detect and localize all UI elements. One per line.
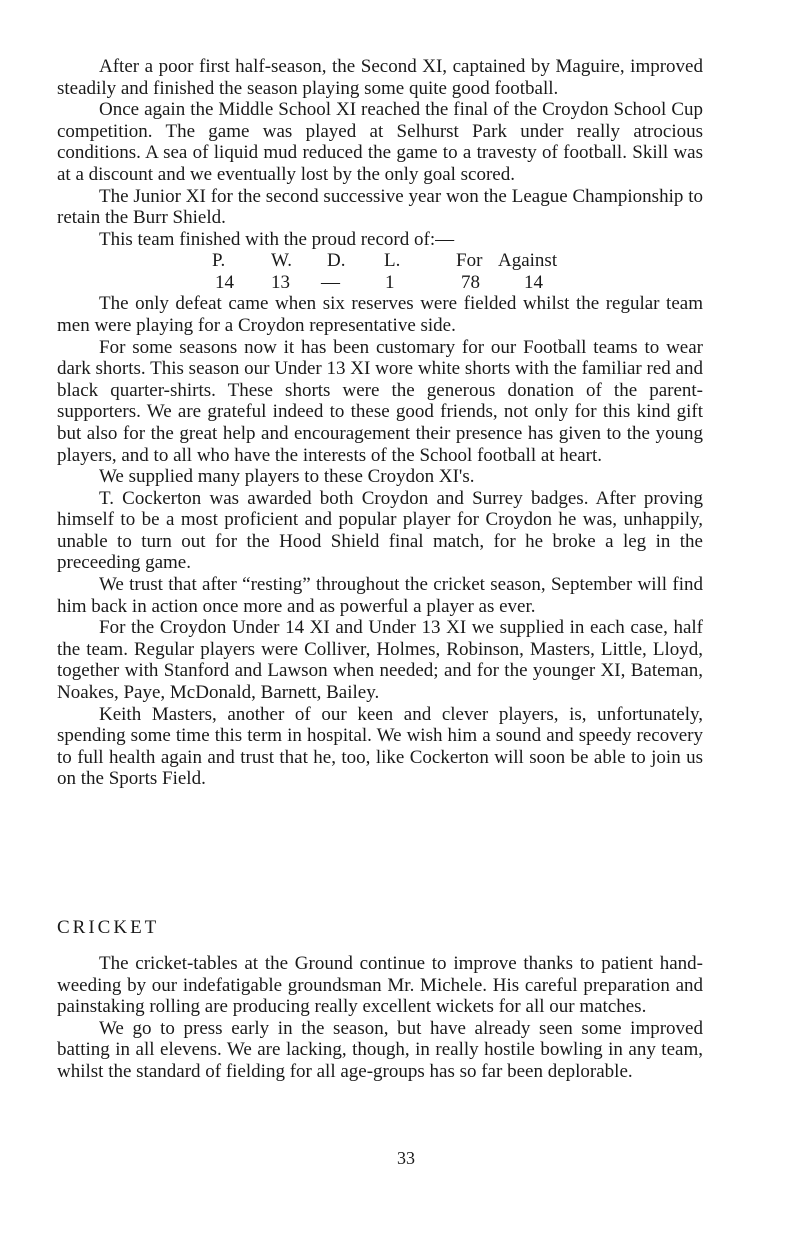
paragraph: The Junior XI for the second successive year won the League Championship to retain the Burr Shield.	[57, 185, 703, 229]
table-header: W.	[271, 250, 292, 272]
table-header: P.	[212, 250, 226, 272]
cricket-section	[57, 953, 703, 1083]
record-table	[57, 250, 703, 293]
table-cell: 14	[215, 271, 234, 293]
paragraph: Keith Masters, another of our keen and clever players, is, unfortunately, spending some time this term in hospital. We wish him a sound and speedy recovery to full health again and trust that he, too, like Cockerton will soon be able to join us on the Sports Field.	[57, 703, 703, 790]
paragraph: The cricket-tables at the Ground continue to improve thanks to patient hand-weeding by our indefatigable groundsman Mr. Michele. His careful preparation and painstaking rolling are producing really excellent wickets for all our matches.	[57, 953, 703, 1018]
table-cell: 13	[271, 271, 290, 293]
paragraph: For the Croydon Under 14 XI and Under 13 XI we supplied in each case, half the team. Regular players were Colliver, Holmes, Robinson, Masters, Little, Lloyd, together with Stanford and Lawson when needed; and for the younger XI, Bateman, Noakes, Paye, McDonald, Barnett, Bailey.	[57, 617, 703, 704]
page-number: 33	[397, 1148, 415, 1168]
paragraph: T. Cockerton was awarded both Croydon and Surrey badges. After proving himself to be a most proficient and popular player for Croydon he was, unhappily, unable to turn out for the Hood Shield final match, for he broke a leg in the preceeding game.	[57, 487, 703, 574]
paragraph: We supplied many players to these Croydon XI's.	[99, 466, 475, 488]
table-cell: 1	[385, 271, 395, 293]
table-header: Against	[498, 250, 558, 272]
paragraph: The only defeat came when six reserves were fielded whilst the regular team men were playing for a Croydon representative side.	[57, 293, 703, 336]
table-cell: 78	[461, 271, 480, 293]
table-header: L.	[384, 250, 401, 272]
table-header: D.	[327, 250, 346, 272]
football-section	[57, 56, 703, 790]
table-header: For	[456, 250, 483, 272]
table-cell: 14	[524, 271, 543, 293]
paragraph: After a poor first half-season, the Second XI, captained by Maguire, improved steadily and finished the season playing some quite good football.	[57, 56, 703, 99]
paragraph: We go to press early in the season, but have already seen some improved batting in all elevens. We are lacking, though, in really hostile bowling in any team, whilst the standard of fielding for all age-groups has so far been deplorable.	[57, 1017, 703, 1082]
paragraph: This team finished with the proud record of:—	[99, 228, 455, 250]
cricket-heading: CRICKET	[57, 917, 160, 938]
paragraph: Once again the Middle School XI reached the final of the Croydon School Cup competition. The game was played at Selhurst Park under really atrocious conditions. A sea of liquid mud reduced the game to a travesty of football. Skill was at a discount and we eventually lost by the only goal scored.	[57, 99, 703, 185]
paragraph: For some seasons now it has been customary for our Football teams to wear dark shorts. This season our Under 13 XI wore white shorts with the familiar red and black quarter-shirts. These shorts were the generous donation of the parent-supporters. We are grateful indeed to these good friends, not only for this kind gift but also for the great help and encouragement their presence has given to the young players, and to all who have the interests of the School football at heart.	[57, 336, 703, 466]
table-cell: —	[321, 271, 340, 293]
paragraph: We trust that after “resting” throughout the cricket season, September will find him back in action once more and as powerful a player as ever.	[57, 574, 703, 617]
